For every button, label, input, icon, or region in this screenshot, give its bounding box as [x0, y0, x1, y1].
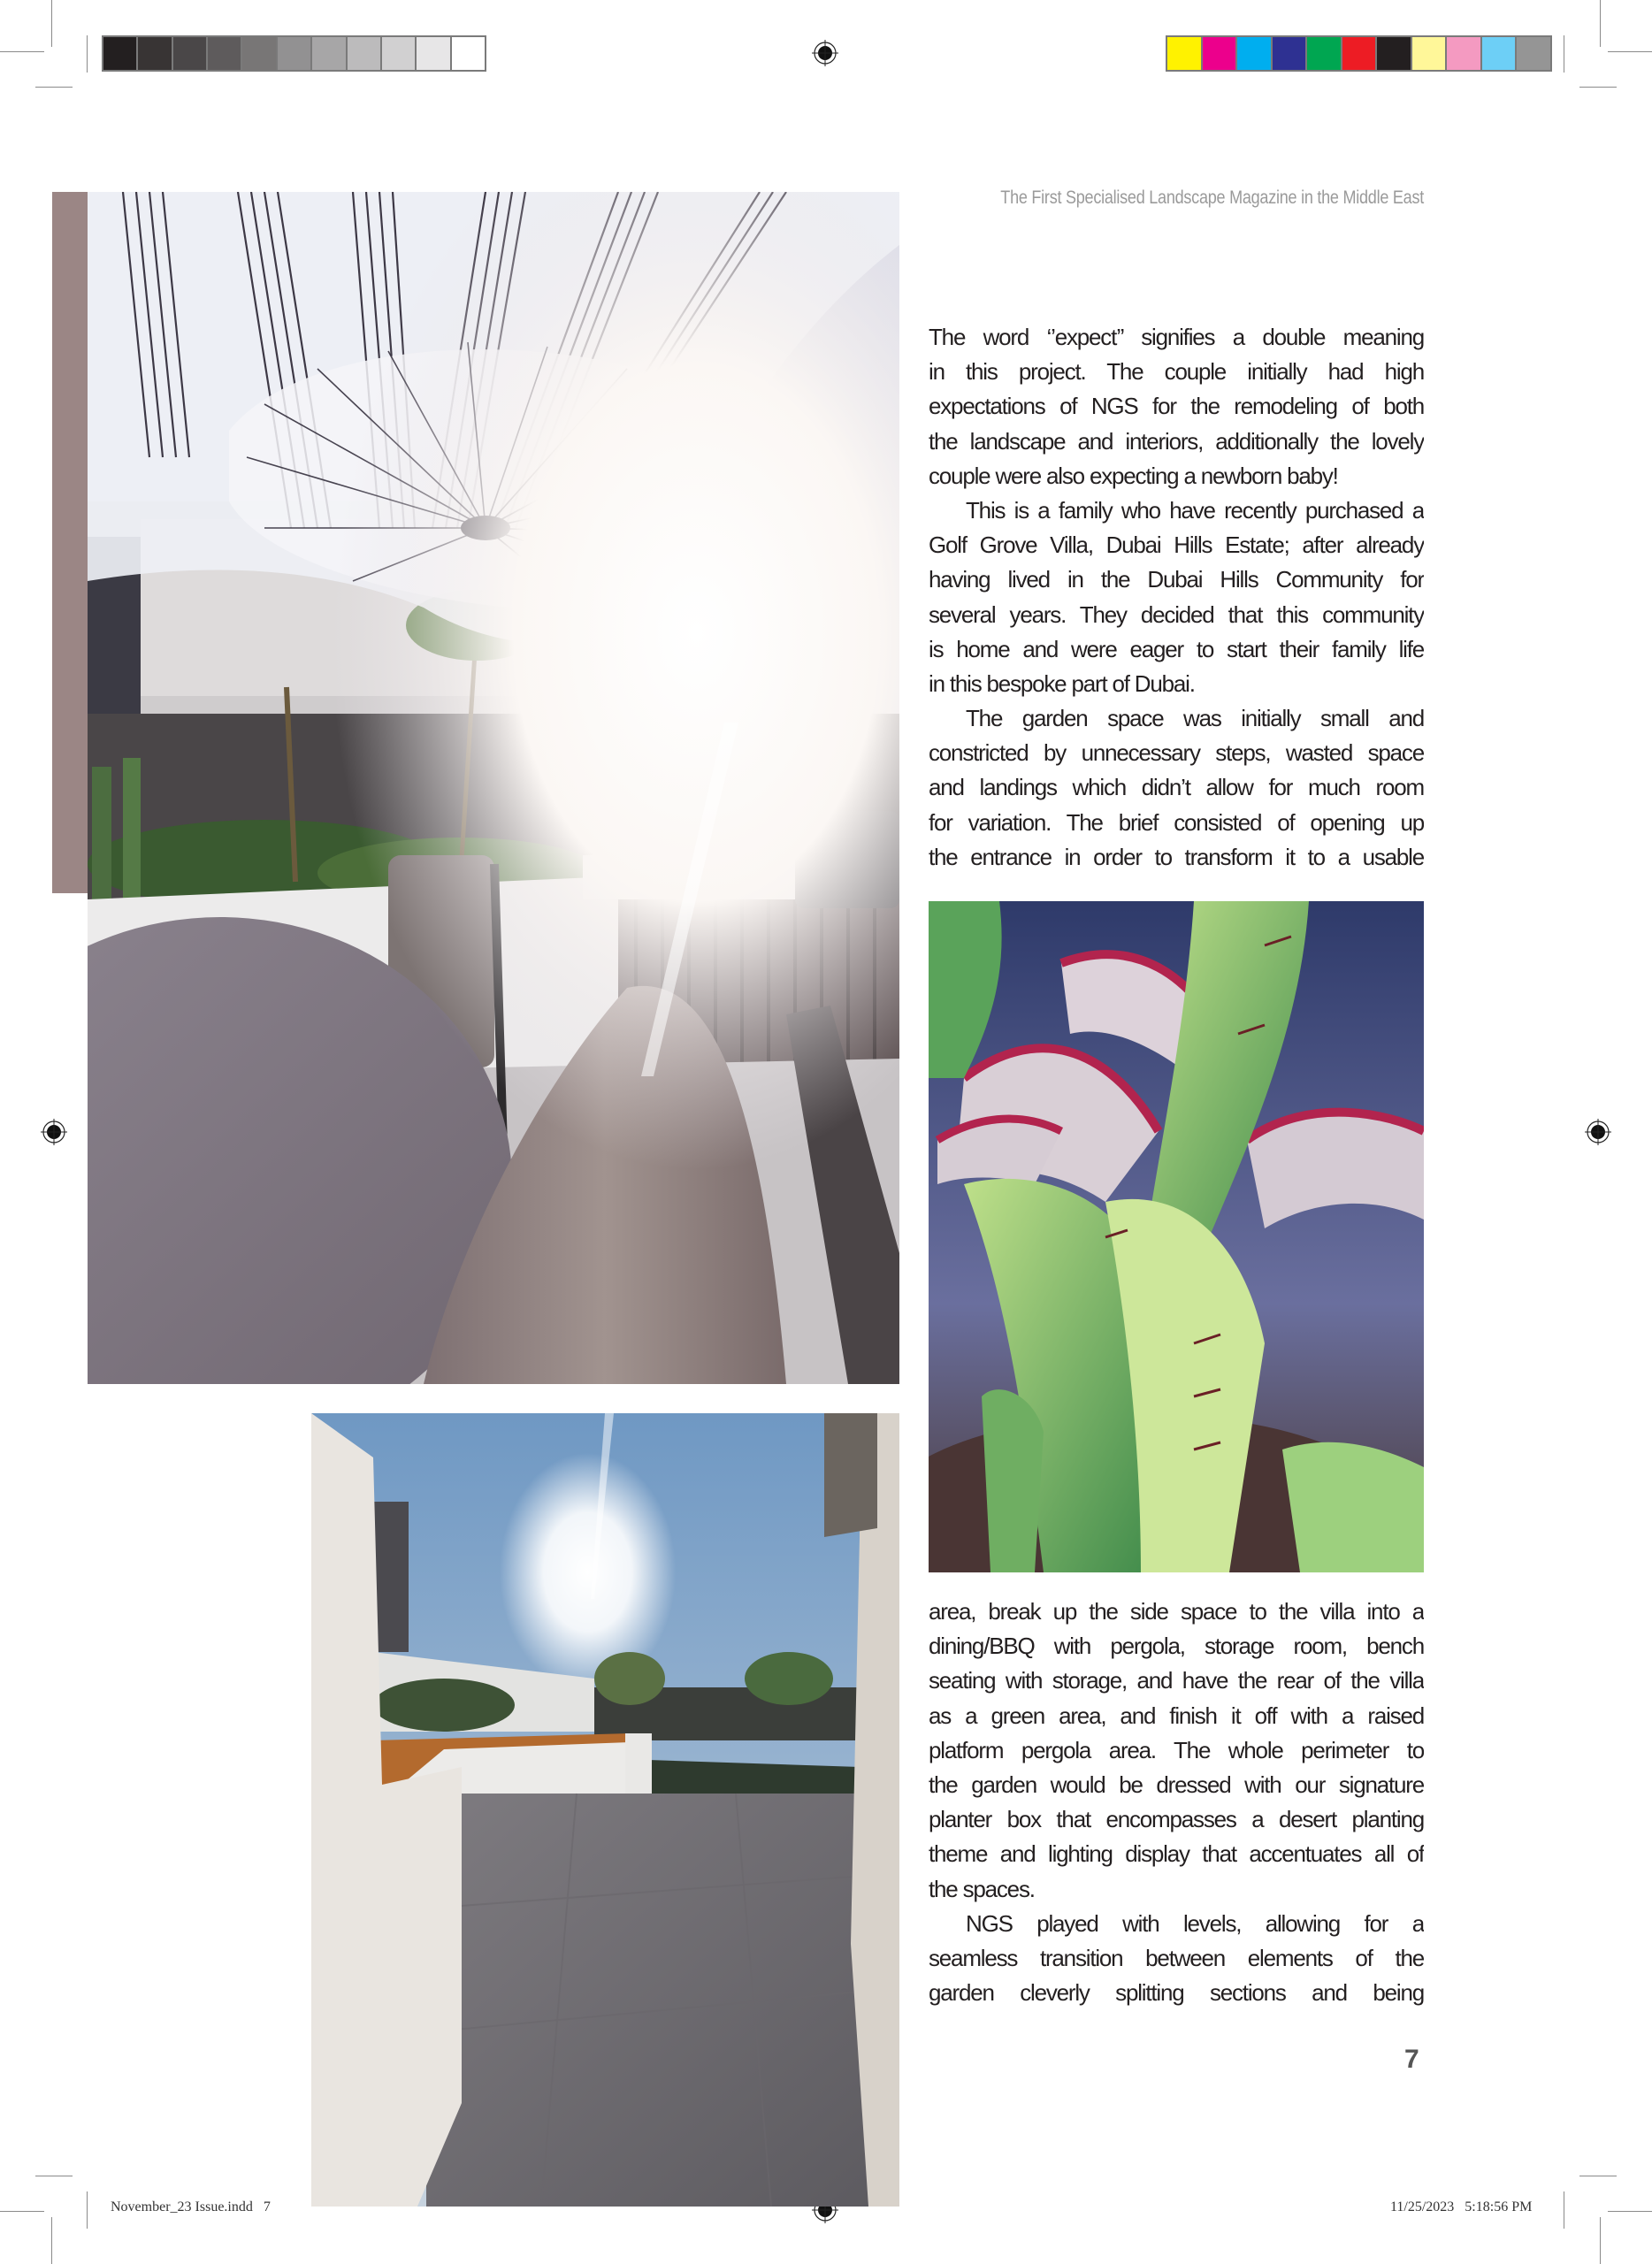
color-swatch [1482, 37, 1516, 70]
registration-mark-icon [1585, 1119, 1611, 1145]
color-swatch [1342, 37, 1376, 70]
color-swatch [1517, 37, 1550, 70]
crop-mark [51, 2217, 52, 2264]
color-swatch [1203, 37, 1236, 70]
crop-mark [1579, 87, 1617, 88]
text-line: as a green area, and finish it off with a raised [929, 1702, 1424, 1729]
grayscale-calibration-bar [102, 35, 486, 72]
color-swatch [417, 37, 449, 70]
text-line: and landings which didn’t allow for much room [929, 774, 1424, 801]
text-line: This is a family who have recently purchased a [966, 496, 1424, 524]
registration-mark-icon [812, 40, 838, 66]
crop-mark [87, 35, 88, 73]
color-swatch [242, 37, 275, 70]
photo-pergola-dining [88, 192, 899, 1384]
color-swatch [103, 37, 136, 70]
text-line: having lived in the Dubai Hills Community for [929, 566, 1424, 593]
color-swatch [208, 37, 241, 70]
color-swatch [382, 37, 415, 70]
text-line: the entrance in order to transform it to a usable [929, 843, 1424, 870]
text-line: seating with storage, and have the rear of the villa [929, 1667, 1424, 1694]
text-line: The word ‘’expect’’ signifies a double meaning [929, 324, 1424, 350]
crop-mark [0, 2211, 44, 2212]
color-swatch [1412, 37, 1446, 70]
text-line: the garden would be dressed with our signature [929, 1771, 1424, 1798]
crop-mark [1608, 51, 1652, 52]
color-swatch [1237, 37, 1271, 70]
color-swatch [348, 37, 380, 70]
text-line: the landscape and interiors, additionally the lovely [929, 427, 1424, 455]
cactus-illustration [929, 901, 1424, 1572]
text-line: planter box that encompasses a desert planting [929, 1806, 1424, 1833]
color-calibration-bar [1166, 35, 1552, 72]
crop-mark [0, 51, 44, 52]
color-swatch [1167, 37, 1201, 70]
text-line: several years. They decided that this community [929, 600, 1424, 628]
crop-mark [35, 87, 73, 88]
article-column-bottom [929, 1595, 1424, 2010]
text-line: in this project. The couple initially had high [929, 358, 1424, 386]
text-line: The garden space was initially small and [966, 705, 1424, 732]
text-line: theme and lighting display that accentuates all of [929, 1840, 1424, 1868]
slug-timestamp: 11/25/2023 5:18:56 PM [1390, 2199, 1533, 2214]
registration-mark-icon [41, 1119, 67, 1145]
crop-mark [51, 0, 52, 47]
text-line: constricted by unnecessary steps, wasted space [929, 739, 1424, 767]
text-line: is home and were eager to start their family life [929, 635, 1424, 662]
text-line: garden cleverly splitting sections and being [929, 1979, 1424, 2007]
color-swatch [1447, 37, 1480, 70]
text-line: for variation. The brief consisted of opening up [929, 808, 1424, 836]
text-line: Golf Grove Villa, Dubai Hills Estate; after already [929, 532, 1424, 559]
color-swatch [138, 37, 171, 70]
article-column-top [929, 320, 1424, 875]
photo-cactus [929, 901, 1424, 1572]
crop-mark [87, 2191, 88, 2229]
bench-seating-illustration [311, 1413, 899, 2207]
crop-mark [1600, 0, 1601, 47]
text-line: platform pergola area. The whole perimeter to [929, 1736, 1424, 1763]
accent-color-bar [52, 192, 88, 893]
page-number: 7 [1404, 2045, 1419, 2074]
color-swatch [1377, 37, 1411, 70]
color-swatch [278, 37, 310, 70]
pergola-dining-illustration [88, 192, 899, 1384]
color-swatch [1307, 37, 1341, 70]
color-swatch [1273, 37, 1306, 70]
crop-mark [1608, 2211, 1652, 2212]
text-line: couple were also expecting a newborn baby! [929, 462, 1338, 489]
text-line: area, break up the side space to the villa into a [929, 1598, 1424, 1625]
photo-bench-seating [311, 1413, 899, 2207]
crop-mark [1600, 2217, 1601, 2264]
text-line: seamless transition between elements of the [929, 1944, 1424, 1971]
text-line: in this bespoke part of Dubai. [929, 669, 1195, 697]
color-swatch [452, 37, 485, 70]
text-line: NGS played with levels, allowing for a [966, 1909, 1424, 1937]
slug-filename: November_23 Issue.indd 7 [111, 2199, 271, 2214]
text-line: the spaces. [929, 1875, 1035, 1902]
color-swatch [312, 37, 345, 70]
text-line: dining/BBQ with pergola, storage room, bench [929, 1633, 1424, 1660]
color-swatch [173, 37, 206, 70]
magazine-tagline: The First Specialised Landscape Magazine in the Middle East [1000, 187, 1424, 208]
text-line: expectations of NGS for the remodeling of both [929, 393, 1424, 420]
